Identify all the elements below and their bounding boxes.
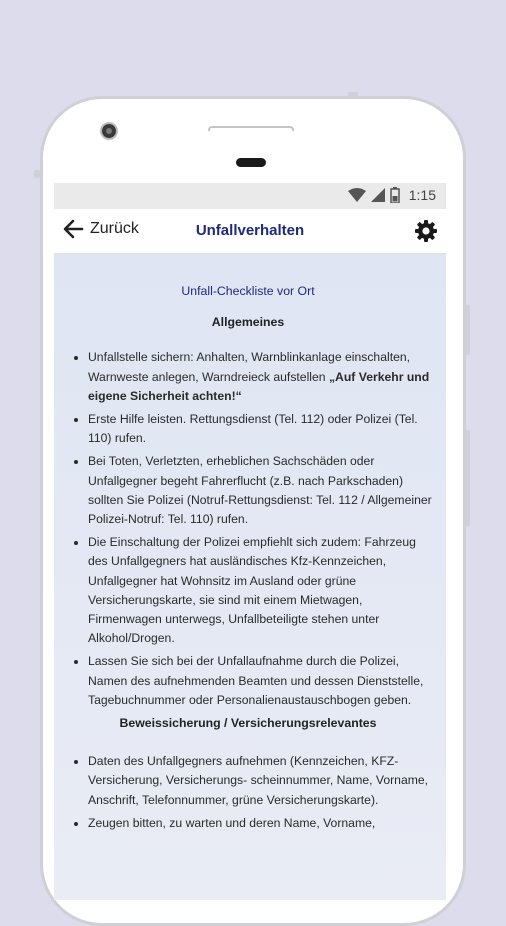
list-item: • Lassen Sie sich bei der Unfallaufnahme durch die Polizei, Namen des aufnehmenden Beamten und dessen Dienststelle, Tagebuchnummer oder Personalienaustauschbogen geben. (88, 652, 432, 710)
status-bar (54, 183, 446, 209)
sensor-bar (208, 126, 294, 131)
evidence-list (64, 752, 432, 833)
settings-button[interactable] (414, 219, 438, 248)
list-item: • Unfallstelle sichern: Anhalten, Warnblinkanlage einschalten, Warnweste anlegen, Warndreieck aufstellen „Auf Verkehr und eigene Sicherheit achten!“ (88, 348, 432, 406)
front-camera (100, 122, 118, 140)
section-heading-evidence: Beweissicherung / Versicherungsrelevantes (119, 716, 377, 731)
status-time: 1:15 (408, 187, 436, 203)
wifi-icon (348, 188, 366, 202)
article-content (54, 254, 446, 900)
list-item: • Zeugen bitten, zu warten und deren Name, Vorname, (88, 814, 432, 833)
safety-emphasis: „Auf Verkehr und eigene Sicherheit achten!“ (88, 369, 430, 403)
article-subtitle: Unfall-Checkliste vor Ort (181, 284, 315, 298)
back-button[interactable] (62, 219, 139, 239)
back-button-label: Zurück (90, 220, 139, 237)
battery-icon (390, 187, 400, 203)
section-heading-general: Allgemeines (211, 315, 285, 330)
arrow-left-icon (62, 219, 84, 239)
cell-signal-icon (371, 188, 385, 202)
list-item: • Die Einschaltung der Polizei empfiehlt sich zudem: Fahrzeug des Unfallgegners hat ausländisches Kfz-Kennzeichen, Unfallgegner hat Wohnsitz im Ausland oder grüne Versicherungskarte, sie sind mit einem Mietwagen, Firmenwagen unterwegs, Unfallbeteiligte stehen unter Alkohol/Drogen. (88, 533, 432, 648)
page-title: Unfallverhalten (195, 222, 305, 239)
general-list (64, 348, 432, 710)
gear-icon (414, 219, 438, 243)
list-item: • Daten des Unfallgegners aufnehmen (Kennzeichen, KFZ-Versicherung, Versicherungs- scheinnummer, Name, Vorname, Anschrift, Telefonnummer, grüne Versicherungskarte). (88, 752, 432, 810)
list-item: • Bei Toten, Verletzten, erheblichen Sachschäden oder Unfallgegner begeht Fahrerflucht (z.B. nach Parkschaden) sollten Sie Polizei (Notruf-Rettungsdienst: Tel. 112 / Allgemeiner Polizei-Notruf: Tel. 110) rufen. (88, 452, 432, 529)
status-icons (348, 187, 436, 203)
list-item: • Erste Hilfe leisten. Rettungsdienst (Tel. 112) oder Polizei (Tel. 110) rufen. (88, 410, 432, 448)
earpiece-speaker (236, 158, 266, 167)
device-screen (54, 183, 446, 900)
app-bar (54, 209, 446, 254)
